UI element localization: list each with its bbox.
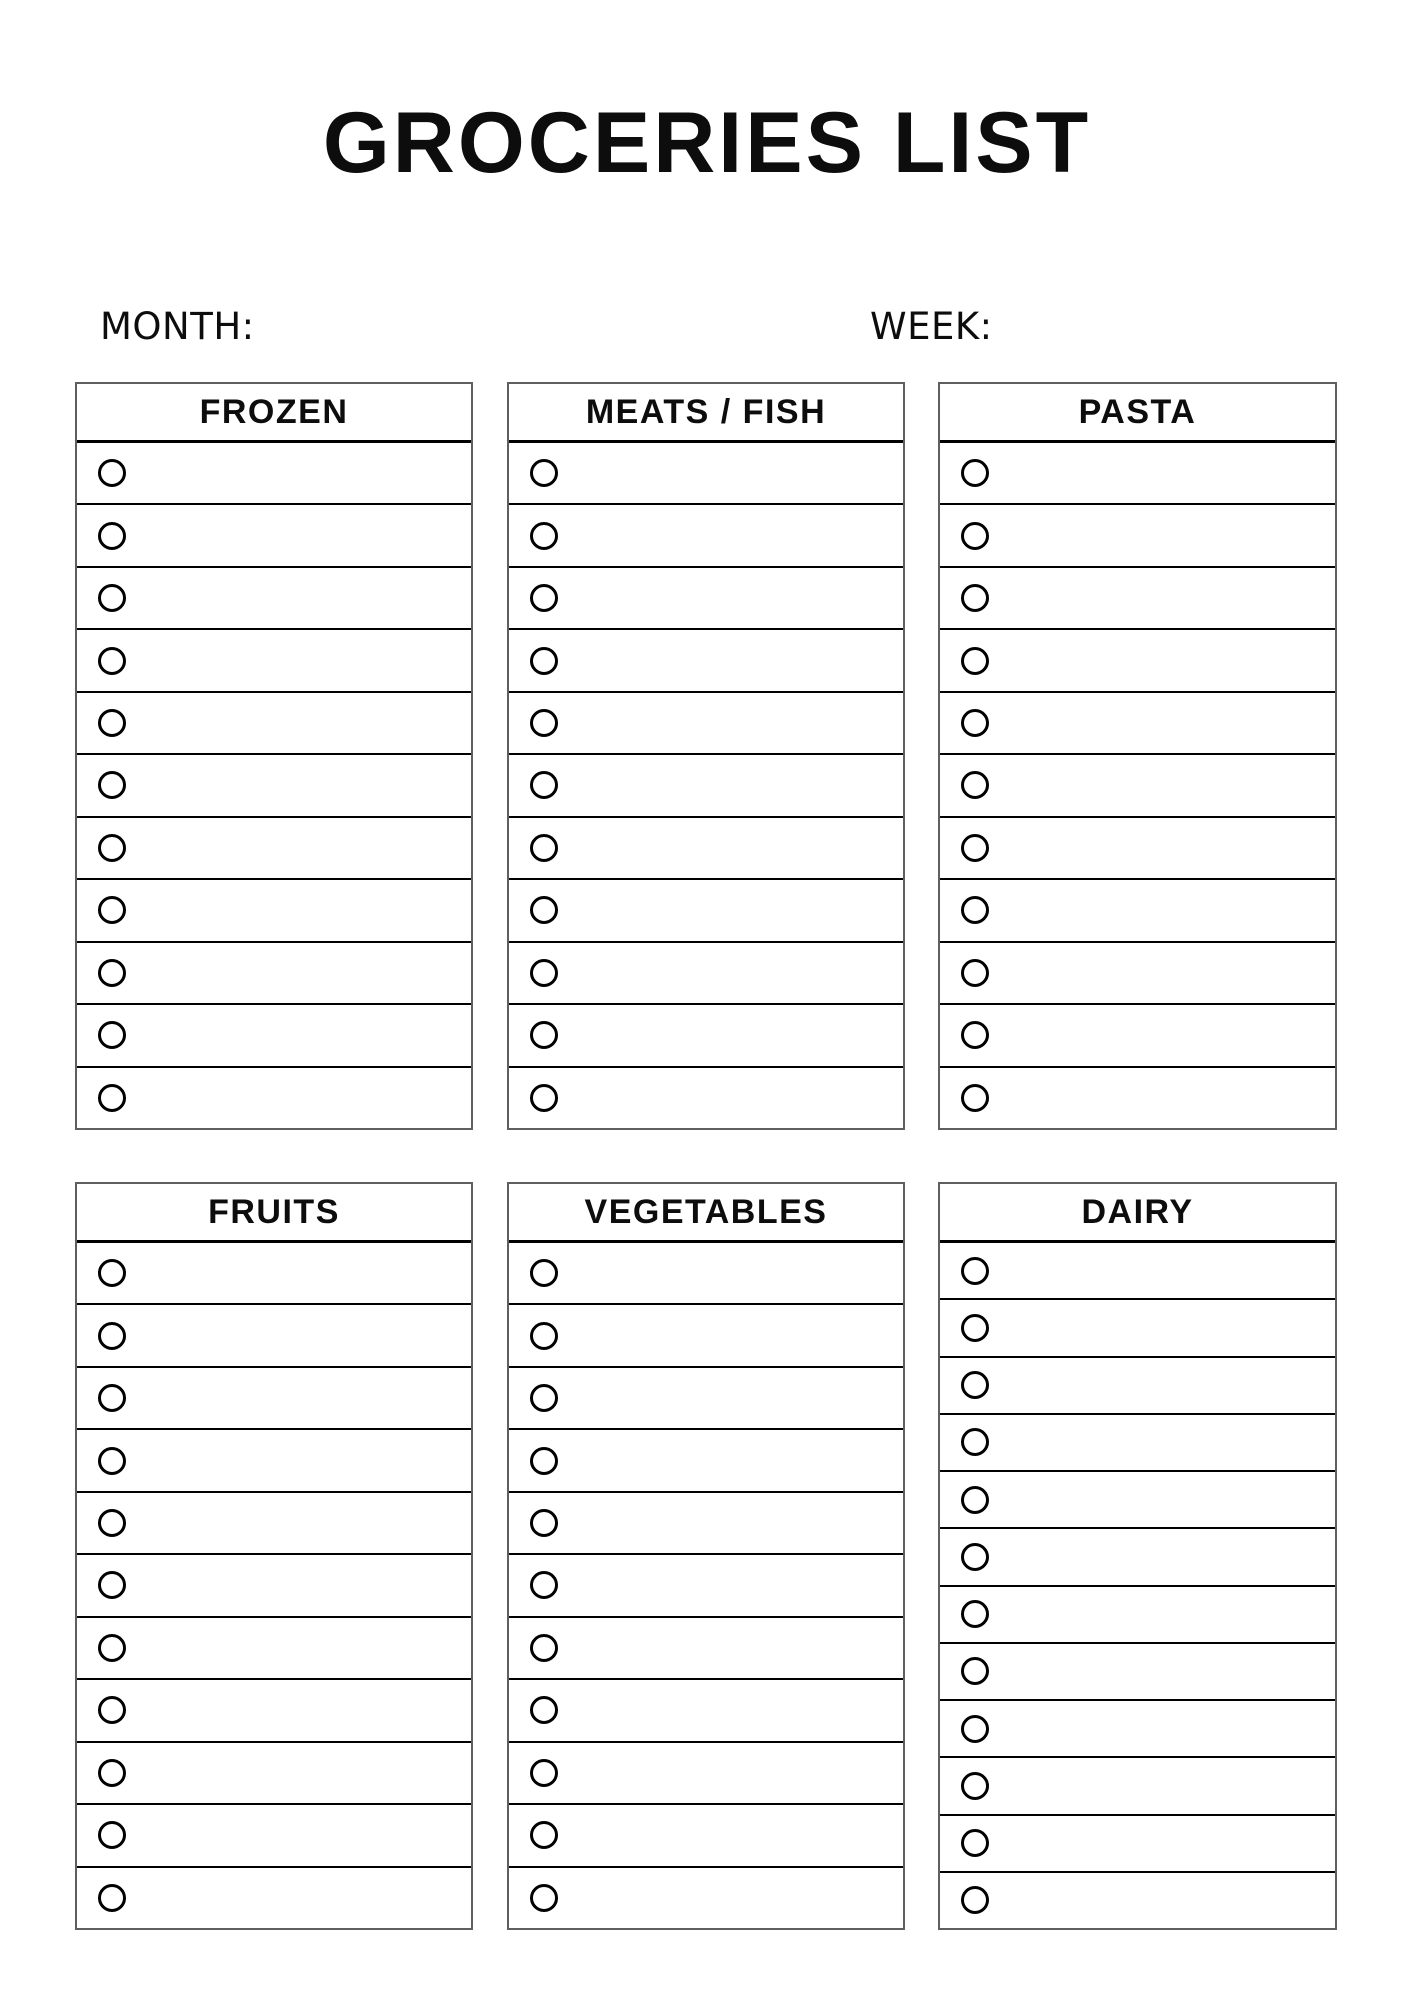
circle-bullet-icon [961, 584, 989, 612]
circle-bullet-icon [98, 771, 126, 799]
list-item-row [509, 1368, 903, 1430]
circle-bullet-icon [98, 1696, 126, 1724]
circle-bullet-icon [961, 1886, 989, 1914]
list-item-row [77, 1068, 471, 1128]
circle-bullet-icon [961, 1428, 989, 1456]
circle-bullet-icon [961, 1486, 989, 1514]
list-item-row [509, 755, 903, 817]
list-item-row [77, 505, 471, 567]
week-label: WEEK: [870, 305, 993, 348]
circle-bullet-icon [530, 584, 558, 612]
circle-bullet-icon [530, 522, 558, 550]
list-item-row [940, 1415, 1335, 1472]
section-header [77, 384, 471, 443]
circle-bullet-icon [98, 834, 126, 862]
circle-bullet-icon [530, 1384, 558, 1412]
circle-bullet-icon [530, 1634, 558, 1662]
circle-bullet-icon [961, 1772, 989, 1800]
list-item-row [940, 1644, 1335, 1701]
list-item-row [509, 818, 903, 880]
circle-bullet-icon [530, 959, 558, 987]
list-item-row [509, 1068, 903, 1128]
circle-bullet-icon [98, 1509, 126, 1537]
circle-bullet-icon [961, 709, 989, 737]
list-item-row [509, 880, 903, 942]
circle-bullet-icon [961, 1715, 989, 1743]
circle-bullet-icon [530, 647, 558, 675]
circle-bullet-icon [961, 834, 989, 862]
circle-bullet-icon [530, 896, 558, 924]
section-title: FROZEN [199, 392, 349, 431]
circle-bullet-icon [961, 1084, 989, 1112]
circle-bullet-icon [961, 522, 989, 550]
section-header [940, 384, 1335, 443]
list-item-row [509, 1618, 903, 1680]
section-vegetables [507, 1182, 905, 1930]
list-item-row [509, 1305, 903, 1367]
circle-bullet-icon [961, 1829, 989, 1857]
circle-bullet-icon [961, 771, 989, 799]
circle-bullet-icon [98, 459, 126, 487]
list-item-row [940, 1529, 1335, 1586]
circle-bullet-icon [961, 459, 989, 487]
circle-bullet-icon [98, 1384, 126, 1412]
list-item-row [77, 693, 471, 755]
section-title: PASTA [1078, 392, 1197, 431]
list-item-row [940, 1358, 1335, 1415]
circle-bullet-icon [961, 1600, 989, 1628]
section-title: MEATS / FISH [585, 392, 827, 431]
section-title: DAIRY [1081, 1192, 1194, 1231]
list-item-row [940, 880, 1335, 942]
month-label: MONTH: [100, 305, 255, 348]
circle-bullet-icon [98, 709, 126, 737]
list-item-row [940, 818, 1335, 880]
list-item-row [509, 1868, 903, 1928]
circle-bullet-icon [530, 1447, 558, 1475]
list-item-row [940, 755, 1335, 817]
section-fruits [75, 1182, 473, 1930]
list-item-row [77, 1005, 471, 1067]
section-meats-fish [507, 382, 905, 1130]
list-item-row [77, 1305, 471, 1367]
circle-bullet-icon [98, 1634, 126, 1662]
list-item-row [940, 1873, 1335, 1928]
circle-bullet-icon [961, 647, 989, 675]
circle-bullet-icon [961, 1543, 989, 1571]
list-item-row [940, 568, 1335, 630]
list-item-row [940, 1587, 1335, 1644]
section-rows [77, 443, 471, 1128]
section-rows [940, 443, 1335, 1128]
circle-bullet-icon [98, 1759, 126, 1787]
circle-bullet-icon [98, 647, 126, 675]
list-item-row [509, 693, 903, 755]
list-item-row [940, 1243, 1335, 1300]
list-item-row [77, 443, 471, 505]
list-item-row [509, 630, 903, 692]
list-item-row [509, 568, 903, 630]
circle-bullet-icon [530, 1571, 558, 1599]
circle-bullet-icon [98, 1571, 126, 1599]
list-item-row [509, 943, 903, 1005]
list-item-row [77, 568, 471, 630]
section-rows [940, 1243, 1335, 1928]
list-item-row [77, 1430, 471, 1492]
section-dairy [938, 1182, 1337, 1930]
list-item-row [77, 1743, 471, 1805]
circle-bullet-icon [961, 1371, 989, 1399]
circle-bullet-icon [98, 584, 126, 612]
list-item-row [77, 880, 471, 942]
list-item-row [940, 1472, 1335, 1529]
circle-bullet-icon [530, 771, 558, 799]
list-item-row [509, 1805, 903, 1867]
list-item-row [940, 630, 1335, 692]
list-item-row [77, 1368, 471, 1430]
circle-bullet-icon [961, 1314, 989, 1342]
list-item-row [940, 1758, 1335, 1815]
circle-bullet-icon [98, 522, 126, 550]
circle-bullet-icon [530, 1021, 558, 1049]
list-item-row [940, 943, 1335, 1005]
list-item-row [940, 505, 1335, 567]
section-rows [509, 1243, 903, 1928]
circle-bullet-icon [530, 459, 558, 487]
list-item-row [940, 443, 1335, 505]
circle-bullet-icon [98, 1084, 126, 1112]
list-item-row [509, 443, 903, 505]
circle-bullet-icon [98, 1884, 126, 1912]
section-header [77, 1184, 471, 1243]
list-item-row [77, 1555, 471, 1617]
list-item-row [940, 1068, 1335, 1128]
list-item-row [509, 1430, 903, 1492]
circle-bullet-icon [961, 1657, 989, 1685]
circle-bullet-icon [98, 1322, 126, 1350]
section-header [509, 384, 903, 443]
section-header [509, 1184, 903, 1243]
section-header [940, 1184, 1335, 1243]
circle-bullet-icon [961, 896, 989, 924]
list-item-row [77, 943, 471, 1005]
circle-bullet-icon [530, 1259, 558, 1287]
circle-bullet-icon [98, 1259, 126, 1287]
section-title: FRUITS [208, 1192, 340, 1231]
circle-bullet-icon [98, 1447, 126, 1475]
list-item-row [940, 1005, 1335, 1067]
circle-bullet-icon [530, 1696, 558, 1724]
list-item-row [77, 1618, 471, 1680]
list-item-row [509, 1005, 903, 1067]
list-item-row [77, 1243, 471, 1305]
list-item-row [77, 818, 471, 880]
list-item-row [509, 1680, 903, 1742]
list-item-row [509, 505, 903, 567]
section-title: VEGETABLES [584, 1192, 828, 1231]
section-rows [77, 1243, 471, 1928]
page-title: GROCERIES LIST [322, 95, 1092, 191]
circle-bullet-icon [961, 959, 989, 987]
list-item-row [940, 693, 1335, 755]
circle-bullet-icon [530, 1759, 558, 1787]
circle-bullet-icon [961, 1257, 989, 1285]
circle-bullet-icon [961, 1021, 989, 1049]
circle-bullet-icon [98, 896, 126, 924]
list-item-row [77, 1680, 471, 1742]
section-pasta [938, 382, 1337, 1130]
list-item-row [940, 1300, 1335, 1357]
list-item-row [509, 1243, 903, 1305]
list-item-row [77, 1868, 471, 1928]
circle-bullet-icon [530, 1821, 558, 1849]
circle-bullet-icon [530, 834, 558, 862]
section-rows [509, 443, 903, 1128]
circle-bullet-icon [530, 1884, 558, 1912]
list-item-row [77, 630, 471, 692]
circle-bullet-icon [530, 1084, 558, 1112]
list-item-row [509, 1493, 903, 1555]
circle-bullet-icon [530, 1509, 558, 1537]
circle-bullet-icon [98, 1821, 126, 1849]
list-item-row [509, 1555, 903, 1617]
list-item-row [509, 1743, 903, 1805]
list-item-row [940, 1816, 1335, 1873]
list-item-row [940, 1701, 1335, 1758]
circle-bullet-icon [98, 1021, 126, 1049]
list-item-row [77, 755, 471, 817]
list-item-row [77, 1493, 471, 1555]
circle-bullet-icon [98, 959, 126, 987]
list-item-row [77, 1805, 471, 1867]
circle-bullet-icon [530, 1322, 558, 1350]
circle-bullet-icon [530, 709, 558, 737]
section-frozen [75, 382, 473, 1130]
